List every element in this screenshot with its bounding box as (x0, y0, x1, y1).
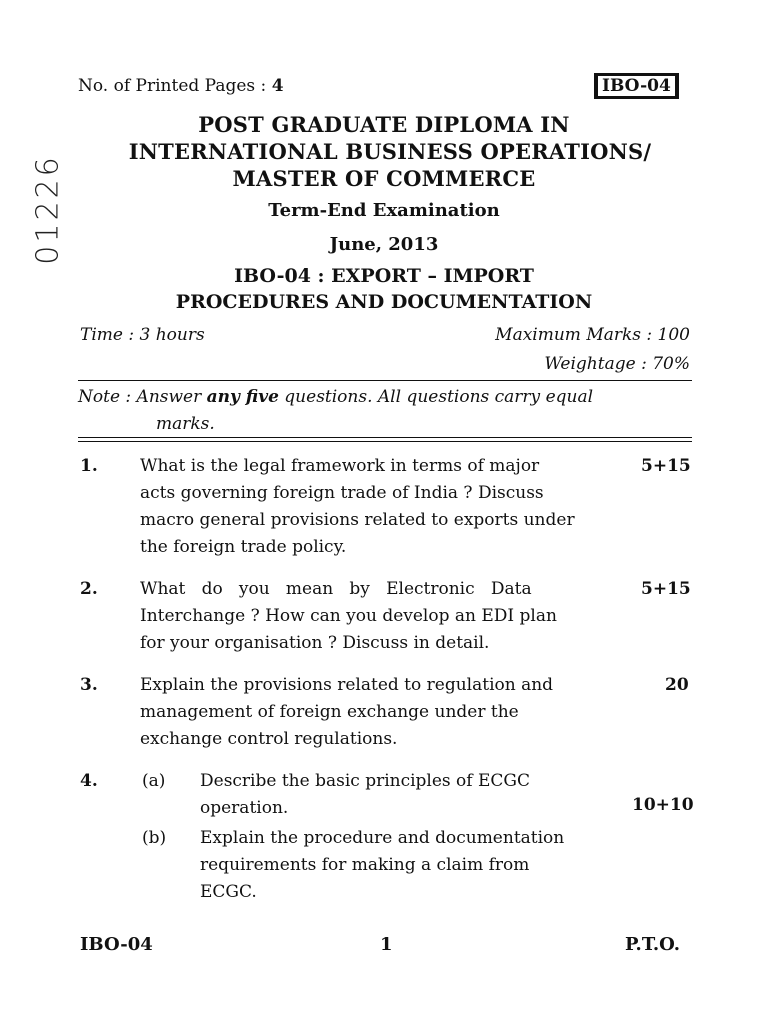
paper-code: IBO-04 (596, 76, 677, 96)
divider-bottom-1 (78, 437, 692, 438)
divider-top (78, 380, 692, 381)
paper-code-box (594, 73, 679, 99)
question-line: Explain the procedure and documentation (200, 828, 565, 848)
note-text-d: marks. (156, 414, 215, 434)
course-title-line-1: IBO-04 : EXPORT – IMPORT (234, 265, 534, 287)
question-line: What do you mean by Electronic Data (140, 579, 532, 599)
question-line: operation. (200, 798, 289, 818)
question-3-text (140, 672, 640, 753)
question-line: requirements for making a claim from (200, 855, 530, 875)
title-line-2: INTERNATIONAL BUSINESS OPERATIONS/ (128, 139, 652, 164)
question-line: for your organisation ? Discuss in detail. (140, 633, 490, 653)
question-line: macro general provisions related to exports under (140, 510, 575, 530)
question-4-marks: 10+10 (632, 795, 694, 815)
note-text-b: any five (206, 387, 279, 407)
question-1-text (140, 453, 640, 561)
question-line: What is the legal framework in terms of major (140, 456, 540, 476)
question-line: the foreign trade policy. (140, 537, 347, 557)
note-text-a: Answer (136, 387, 202, 407)
question-number: 2. (80, 579, 98, 599)
question-number: 3. (80, 675, 98, 695)
question-2-marks: 5+15 (641, 579, 691, 599)
question-4a-text (200, 768, 640, 822)
maximum-marks: Maximum Marks : 100 (495, 325, 690, 345)
question-line: Describe the basic principles of ECGC (200, 771, 530, 791)
weightage: Weightage : 70% (544, 354, 690, 374)
question-1-marks: 5+15 (641, 456, 691, 476)
footer-paper-code: IBO-04 (80, 934, 153, 955)
question-line: Interchange ? How can you develop an EDI plan (140, 606, 557, 626)
serial-number-text: 01226 (30, 154, 66, 265)
exam-time: Time : 3 hours (80, 325, 205, 345)
question-number: 1. (80, 456, 98, 476)
instructions-note (78, 384, 692, 438)
page-number: 1 (380, 934, 393, 955)
printed-pages-label: No. of Printed Pages : (78, 76, 267, 96)
divider-bottom-2 (78, 441, 692, 442)
note-label: Note : (78, 387, 132, 407)
question-4a-label: (a) (142, 771, 166, 791)
printed-pages-line (78, 76, 284, 96)
question-line: exchange control regulations. (140, 729, 398, 749)
question-3-marks: 20 (665, 675, 689, 695)
question-4b-label: (b) (142, 828, 167, 848)
question-number: 4. (80, 771, 98, 791)
question-line: management of foreign exchange under the (140, 702, 519, 722)
please-turn-over: P.T.O. (625, 934, 681, 955)
question-2-text (140, 576, 640, 657)
title-line-3: MASTER OF COMMERCE (232, 166, 536, 191)
exam-session: June, 2013 (329, 234, 439, 255)
printed-pages-value: 4 (271, 76, 284, 96)
exam-name: Term-End Examination (268, 200, 500, 221)
question-line: ECGC. (200, 882, 257, 902)
note-text-c: questions. All questions carry equal (284, 387, 594, 407)
question-line: Explain the provisions related to regulation and (140, 675, 554, 695)
course-title-line-2: PROCEDURES AND DOCUMENTATION (175, 291, 593, 313)
question-line: acts governing foreign trade of India ? Discuss (140, 483, 544, 503)
question-4b-text (200, 825, 640, 906)
title-line-1: POST GRADUATE DIPLOMA IN (198, 112, 570, 137)
